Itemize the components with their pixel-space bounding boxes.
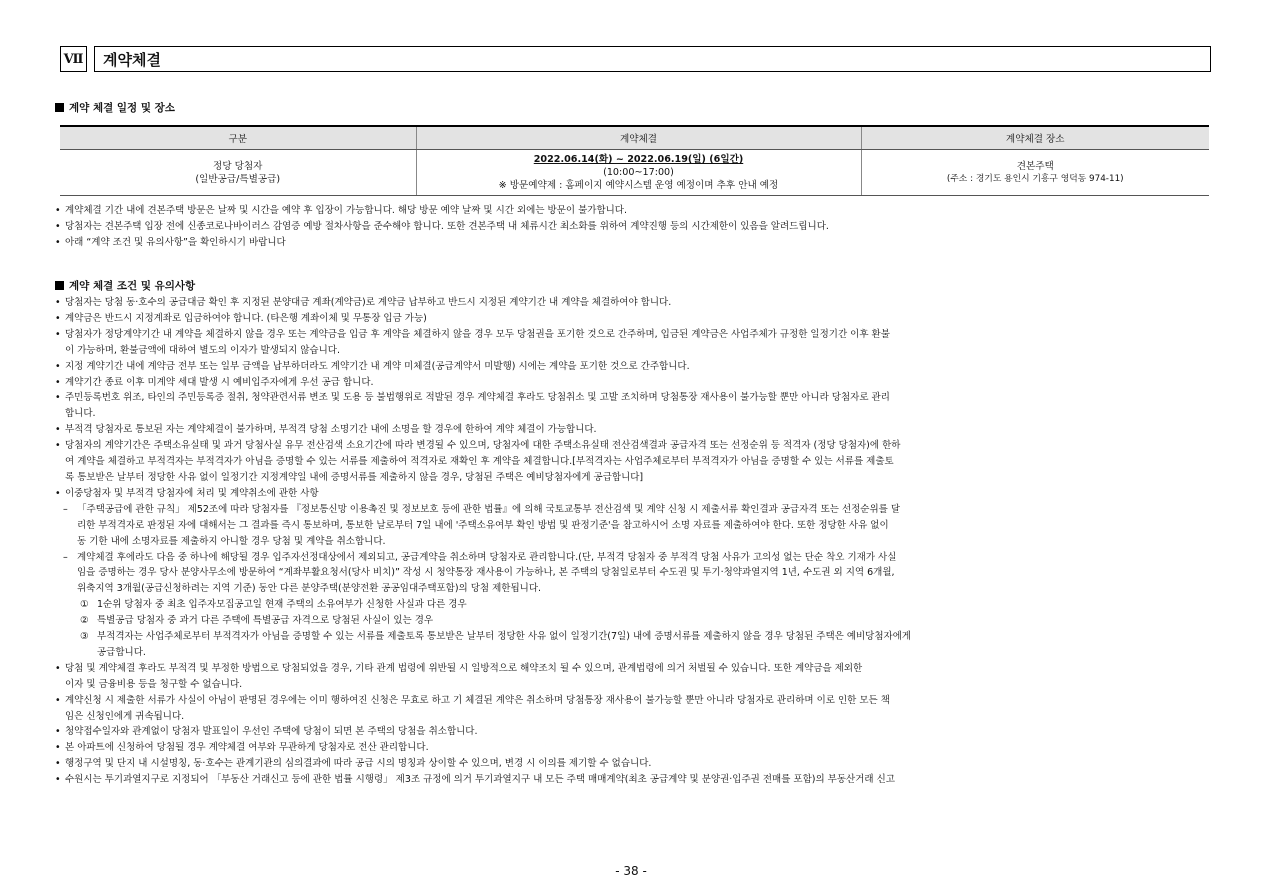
conditions-heading-text: 계약 체결 조건 및 유의사항 [69,280,196,292]
list-item [55,629,1215,661]
list-item [55,613,1215,629]
schedule-table [60,125,1209,196]
section-header [60,46,1211,72]
contract-cell [416,150,861,196]
place-cell [861,150,1209,196]
place-name: 견본주택 [1016,160,1054,172]
list-item: • 계약체결 기간 내에 견본주택 방문은 날짜 및 시간을 예약 후 입장이 가능합니다. 해당 방문 예약 날짜 및 시간 외에는 방문이 불가합니다. [55,203,1215,219]
list-item: • 이중당첨자 및 부적격 당첨자에 처리 및 계약취소에 관한 사항 [55,486,1215,502]
circled-number-marker: ② [80,615,89,627]
list-item: • 수원시는 투기과열지구로 지정되어 「부동산 거래신고 등에 관한 법률 시행령」 제3조 규정에 의거 투기과열지구 내 모든 주택 매매계약(최초 공급계약 및 분양권·입주권 전매를 포함)의 부동산거래 신고 [55,772,1215,788]
list-item [55,597,1215,613]
header-place: 계약체결 장소 [861,126,1209,150]
section-number: Ⅶ [60,46,87,72]
page-number: - 38 - [615,864,647,878]
list-item: • 행정구역 및 단지 내 시설명칭, 동·호수는 관계기관의 심의결과에 따라 공급 시의 명칭과 상이할 수 있으며, 변경 시 이의를 제기할 수 없습니다. [55,756,1215,772]
list-item-text: 특별공급 당첨자 중 과거 다른 주택에 특별공급 자격으로 당첨된 사실이 있는 경우 [97,615,434,627]
list-item: • 당첨 및 계약체결 후라도 부적격 및 부정한 방법으로 당첨되었을 경우, 기타 관계 법령에 위반될 시 일방적으로 해약조치 될 수 있으며, 관계법령에 의거 처벌될 수 있습니다. 또한 계약금을 제외한 이자 및 금융비용 등을 청구할 수 없습니다. [55,661,1215,693]
list-item: • 본 아파트에 신청하여 당첨될 경우 계약체결 여부와 무관하게 당첨자로 전산 관리합니다. [55,740,1215,756]
circled-number-marker: ① [80,599,89,611]
contract-time: (10:00~17:00) [603,167,674,178]
list-item: • 당첨자의 계약기간은 주택소유실태 및 과거 당첨사실 유무 전산검색 소요기간에 따라 변경될 수 있으며, 당첨자에 대한 주택소유실태 전산검색결과 공급자격 또는 선정순위 등 적격자 (정당 당첨자)에 한하 여 계약을 체결하고 부적격자는 부적격자가 아님을 증명할 수 있는 서류를 제출하여 적격자로 재확인 후 계약을 체결합니다.[부적격자는 사업주체로부터 부적격자가 아님을 증명할 수 있는 서류를 제출토 록 통보받은 날부터 정당한 사유 없이 일정기간 지정계약일 내에 증명서류를 제출하지 않을 경우, 당첨된 주택은 예비당첨자에게 공급합니다] [55,438,1215,486]
list-item-text: 1순위 당첨자 중 최초 입주자모집공고일 현재 주택의 소유여부가 신청한 사실과 다른 경우 [97,599,467,611]
list-item: • 지정 계약기간 내에 계약금 전부 또는 일부 금액을 납부하더라도 계약기간 내 계약 미체결(공급계약서 미발행) 시에는 계약을 포기한 것으로 간주합니다. [55,359,1215,375]
table-header-row [60,126,1209,150]
list-item: • 계약신청 시 제출한 서류가 사실이 아님이 판명된 경우에는 이미 행하여진 신청은 무효로 하고 기 체결된 계약은 취소하며 당첨통장 재사용이 불가능할 뿐만 아니라 당첨자로 관리하며 이로 인한 모든 책 임은 신청인에게 귀속됩니다. [55,693,1215,725]
table-row [60,150,1209,196]
list-item: • 당첨자는 당첨 동·호수의 공급대금 확인 후 지정된 분양대금 계좌(계약금)로 계약금 납부하고 반드시 지정된 계약기간 내 계약을 체결하여야 합니다. [55,295,1215,311]
list-item: • 부적격 당첨자로 통보된 자는 계약체결이 불가하며, 부적격 당첨 소명기간 내에 소명을 할 경우에 한하여 계약 체결이 가능합니다. [55,422,1215,438]
schedule-notes [55,203,1215,251]
list-item: • 계약기간 종료 이후 미계약 세대 발생 시 예비입주자에게 우선 공급 합니다. [55,375,1215,391]
list-item: – 계약체결 후에라도 다음 중 하나에 해당될 경우 입주자선정대상에서 제외되고, 공급계약을 취소하며 당첨자로 관리합니다.(단, 부적격 당첨자 중 부적격 당첨 사유가 고의성 없는 단순 착오 기재가 사실 임을 증명하는 경우 당사 분양사무소에 방문하여 “계좌부활요청서(당사 비치)” 작성 시 청약통장 재사용이 가능하나, 본 주택의 당첨일로부터 수도권 및 투기·청약과열지역 1년, 수도권 외 지역 6개월, 위축지역 3개월(공급신청하려는 지역 기준) 동안 다른 분양주택(분양전환 공공임대주택포함)의 당첨 제한됩니다. [55,550,1215,598]
list-item: • 청약접수일자와 관계없이 당첨자 발표일이 우선인 주택에 당첨이 되면 본 주택의 당첨을 취소합니다. [55,724,1215,740]
list-item: – 「주택공급에 관한 규칙」 제52조에 따라 당첨자를 『정보통신망 이용촉진 및 정보보호 등에 관한 법률』에 의해 국토교통부 전산검색 및 계약 신청 시 제출서류 확인결과 공급자격 또는 선정순위를 달 리한 부적격자로 판정된 자에 대해서는 그 결과를 즉시 통보하며, 통보한 날로부터 7일 내에 '주택소유여부 확인 방법 및 판정기준'을 참고하시어 소명 자료를 제출하여야 한다. 또한 정당한 사유 없이 동 기한 내에 소명자료를 제출하지 아니할 경우 당첨 및 계약을 취소합니다. [55,502,1215,550]
header-category: 구분 [60,126,416,150]
schedule-heading [55,100,175,115]
list-item: • 주민등록번호 위조, 타인의 주민등록증 절취, 청약관련서류 변조 및 도용 등 불법행위로 적발된 경우 계약체결 후라도 당첨취소 및 고발 조치하며 당첨통장 재사용이 불가능할 뿐만 아니라 당첨자로 관리 합니다. [55,390,1215,422]
category-cell [60,150,416,196]
list-item: • 아래 “계약 조건 및 유의사항”을 확인하시기 바랍니다 [55,235,1215,251]
reservation-note: ※ 방문예약제 : 홈페이지 예약시스템 운영 예정이며 추후 안내 예정 [498,180,779,191]
date-range: 2022.06.14(화) ~ 2022.06.19(일) (6일간) [533,154,744,165]
list-item: • 계약금은 반드시 지정계좌로 입금하여야 합니다. (타은행 계좌이체 및 무통장 입금 가능) [55,311,1215,327]
list-item-text: 부적격자는 사업주체로부터 부적격자가 아님을 증명할 수 있는 서류를 제출토록 통보받은 날부터 정당한 사유 없이 일정기간(7일) 내에 증명서류를 제출하지 않을 경우 당첨된 주택은 예비당첨자에게 공급합니다. [97,631,912,658]
place-address: (주소 : 경기도 용인시 기흥구 영덕동 974-11) [946,173,1124,184]
list-item: • 당첨자는 견본주택 입장 전에 신종코로나바이러스 감염증 예방 절차사항을 준수해야 합니다. 또한 견본주택 내 체류시간 최소화를 위하여 계약진행 등의 시간제한이 있음을 알려드립니다. [55,219,1215,235]
schedule-heading-text: 계약 체결 일정 및 장소 [69,102,175,114]
section-title: 계약체결 [94,46,1211,72]
header-contract: 계약체결 [416,126,861,150]
list-item: • 당첨자가 정당계약기간 내 계약을 체결하지 않을 경우 또는 계약금을 입금 후 계약을 체결하지 않을 경우 모두 당첨권을 포기한 것으로 간주하며, 입금된 계약금은 사업주체가 규정한 일정기간 이후 환불 이 가능하며, 환불금액에 대하여 별도의 이자가 발생되지 않습니다. [55,327,1215,359]
conditions-heading [55,278,195,293]
square-bullet-icon [55,281,64,290]
circled-number-marker: ③ [80,631,89,643]
square-bullet-icon [55,103,64,112]
category-line2: (일반공급/특별공급) [195,173,281,185]
conditions-list [55,295,1215,788]
category-line1: 정당 당첨자 [213,160,263,172]
